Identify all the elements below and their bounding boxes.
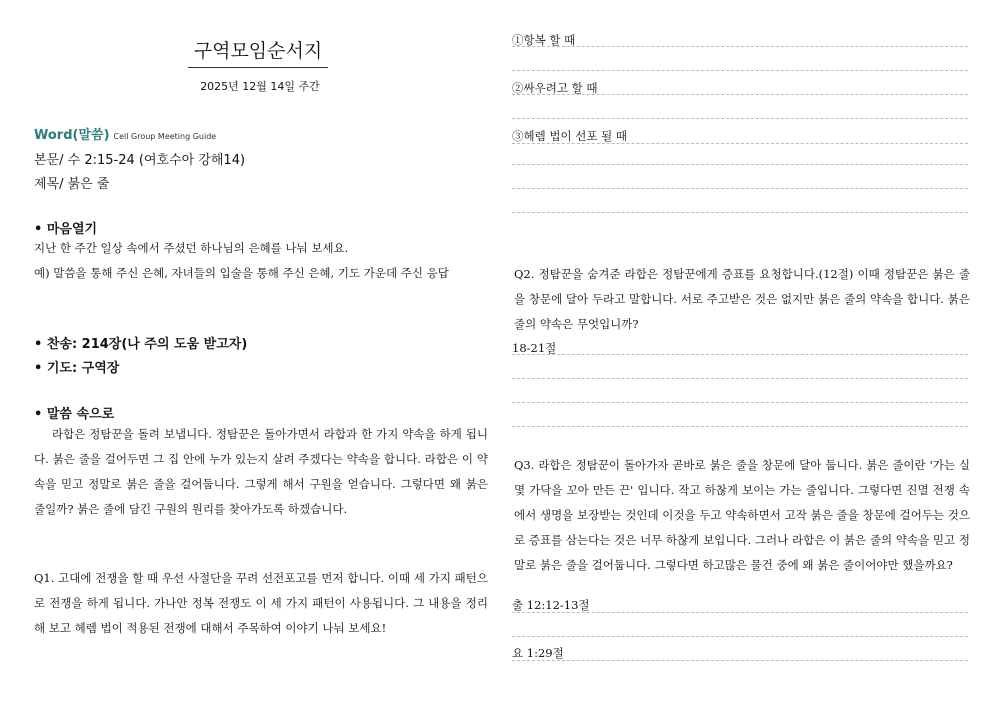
answer-line <box>512 354 968 355</box>
hymn-line: • 찬송: 214장(나 주의 도움 받고자) <box>34 337 248 352</box>
text-reference: 본문/ 수 2:15-24 (여호수아 강해14) <box>34 153 246 168</box>
date-line: 2025년 12월 14일 주간 <box>200 80 320 93</box>
guide-label: Cell Group Meeting Guide <box>113 132 217 141</box>
answer-line <box>512 212 968 213</box>
opening-example: 예) 말씀을 통해 주신 은혜, 자녀들의 입술을 통해 주신 은혜, 기도 가운데 주신 응답 <box>34 266 449 280</box>
case-herem: ③헤렘 법이 선포 될 때 <box>512 129 627 143</box>
q3-reference-2: 요 1:29절 <box>512 646 564 660</box>
word-heading <box>34 124 216 143</box>
answer-line <box>512 188 968 189</box>
word-section-text: 라합은 정탐꾼을 돌려 보냅니다. 정탐꾼은 돌아가면서 라합과 한 가지 약속을 하게 됩니다. 붉은 줄을 걸어두면 그 집 안에 누가 있는지 살려 주겠다는 약속을 합니다. 라합은 이 약속을 믿고 정말로 붉은 줄을 걸어둡니다. 그렇게 해서 구원을 얻습니다. 그렇다면 왜 붉은 줄일까? 붉은 줄에 담긴 구원의 원리를 찾아가도록 하겠습니다. <box>34 427 488 516</box>
opening-heading: • 마음열기 <box>34 222 98 237</box>
sermon-subject: 제목/ 붉은 줄 <box>34 177 110 192</box>
q2-reference: 18-21절 <box>512 341 557 355</box>
question-3: Q3. 라합은 정탐꾼이 돌아가자 곧바로 붉은 줄을 창문에 달아 둡니다. 붉은 줄이란 '가는 실 몇 가닥을 꼬아 만든 끈' 입니다. 작고 하찮게 보이는 가는 줄입니다. 그렇다면 진멸 전쟁 속에서 생명을 보장받는 것인데 이것을 두고 약속하면서 고작 붉은 줄을 창문에 걸어두는 것으로 증표를 삼는다는 것은 너무 하찮게 보입니다. 그러나 라합은 이 붉은 줄의 약속을 믿고 정말로 붉은 줄을 걸어둡니다. 그렇다면 하고많은 물건 중에 왜 붉은 줄이어야만 했을까요? <box>514 458 970 572</box>
word-label: Word(말씀) <box>34 128 110 143</box>
answer-line <box>512 426 968 427</box>
answer-line <box>512 164 968 165</box>
answer-line <box>512 402 968 403</box>
answer-line <box>512 612 968 613</box>
prayer-line: • 기도: 구역장 <box>34 361 120 376</box>
opening-text: 지난 한 주간 일상 속에서 주셨던 하나님의 은혜를 나눠 보세요. <box>34 241 349 255</box>
page-title: 구역모임순서지 <box>188 36 328 68</box>
right-page <box>512 0 968 707</box>
answer-line <box>512 143 968 144</box>
q3-reference-1: 출 12:12-13절 <box>512 598 590 612</box>
answer-line <box>512 636 968 637</box>
answer-line <box>512 70 968 71</box>
answer-line <box>512 660 968 661</box>
answer-line <box>512 46 968 47</box>
case-fight: ②싸우려고 할 때 <box>512 81 598 95</box>
word-section-heading: • 말씀 속으로 <box>34 407 115 422</box>
question-1: Q1. 고대에 전쟁을 할 때 우선 사절단을 꾸려 선전포고를 먼저 합니다. 이때 세 가지 패턴으로 전쟁을 하게 됩니다. 가나안 정복 전쟁도 이 세 가지 패턴이 사용됩니다. 그 내용을 정리해 보고 헤렘 법이 적용된 전쟁에 대해서 주목하여 이야기 나눠 보세요! <box>34 571 488 635</box>
left-page <box>32 0 488 707</box>
answer-line <box>512 378 968 379</box>
answer-line <box>512 118 968 119</box>
answer-line <box>512 94 968 95</box>
case-surrender: ①항복 할 때 <box>512 33 576 47</box>
question-2: Q2. 정탐꾼을 숨겨준 라합은 정탐꾼에게 증표를 요청합니다.(12절) 이때 정탐꾼은 붉은 줄을 창문에 달아 두라고 말합니다. 서로 주고받은 것은 없지만 붉은 줄의 약속을 합니다. 붉은 줄의 약속은 무엇입니까? <box>514 267 970 331</box>
